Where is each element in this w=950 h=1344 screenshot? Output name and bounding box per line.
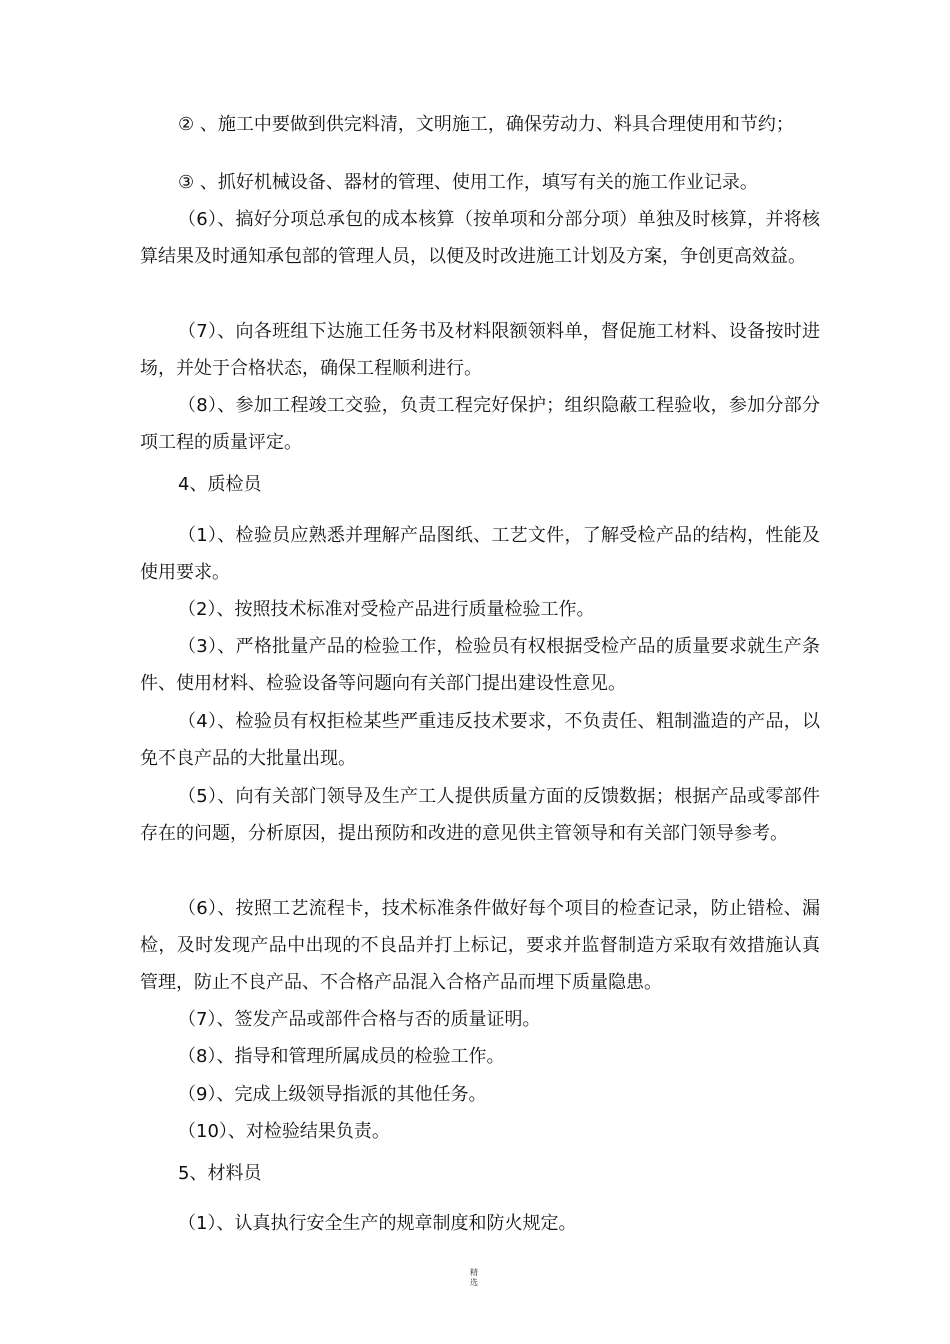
inspector-item-1: （1）、检验员应熟悉并理解产品图纸、工艺文件，了解受检产品的结构，性能及使用要求。: [140, 525, 820, 583]
inspector-item-9: （9）、完成上级领导指派的其他任务。: [178, 1084, 487, 1105]
inspector-item-4: （4）、检验员有权拒检某些严重违反技术要求，不负责任、粗制滥造的产品，以免不良产品的大批量出现。: [140, 711, 820, 769]
paragraph-item-3: ③ 、抓好机械设备、器材的管理、使用工作，填写有关的施工作业记录。: [178, 172, 758, 193]
footer-line-1: 精: [470, 1268, 478, 1277]
paragraph-item-2: ② 、施工中要做到供完料清，文明施工，确保劳动力、料具合理使用和节约；: [178, 114, 794, 135]
inspector-item-10: （10）、对检验结果负责。: [178, 1121, 390, 1142]
footer-line-2: 选: [470, 1278, 478, 1287]
inspector-item-2: （2）、按照技术标准对受检产品进行质量检验工作。: [178, 599, 595, 620]
page-footer: [462, 1268, 486, 1288]
inspector-item-8: （8）、指导和管理所属成员的检验工作。: [178, 1046, 505, 1067]
paragraph-item-7: （7）、向各班组下达施工任务书及材料限额领料单，督促施工材料、设备按时进场，并处于合格状态，确保工程顺利进行。: [140, 321, 820, 379]
section-heading-quality-inspector: 4、质检员: [178, 474, 262, 495]
inspector-item-5: （5）、向有关部门领导及生产工人提供质量方面的反馈数据；根据产品或零部件存在的问题，分析原因，提出预防和改进的意见供主管领导和有关部门领导参考。: [140, 786, 820, 844]
section-heading-material-clerk: 5、材料员: [178, 1163, 262, 1184]
paragraph-item-6: （6）、搞好分项总承包的成本核算（按单项和分部分项）单独及时核算，并将核算结果及时通知承包部的管理人员，以便及时改进施工计划及方案，争创更高效益。: [140, 209, 820, 267]
inspector-item-7: （7）、签发产品或部件合格与否的质量证明。: [178, 1009, 541, 1030]
paragraph-item-8: （8）、参加工程竣工交验，负责工程完好保护；组织隐蔽工程验收，参加分部分项工程的质量评定。: [140, 395, 820, 453]
material-item-1: （1）、认真执行安全生产的规章制度和防火规定。: [178, 1213, 577, 1234]
inspector-item-3: （3）、严格批量产品的检验工作，检验员有权根据受检产品的质量要求就生产条件、使用材料、检验设备等问题向有关部门提出建设性意见。: [140, 636, 820, 694]
inspector-item-6: （6）、按照工艺流程卡，技术标准条件做好每个项目的检查记录，防止错检、漏检，及时发现产品中出现的不良品并打上标记，要求并监督制造方采取有效措施认真管理，防止不良产品、不合格产品混入合格产品而埋下质量隐患。: [140, 898, 820, 993]
